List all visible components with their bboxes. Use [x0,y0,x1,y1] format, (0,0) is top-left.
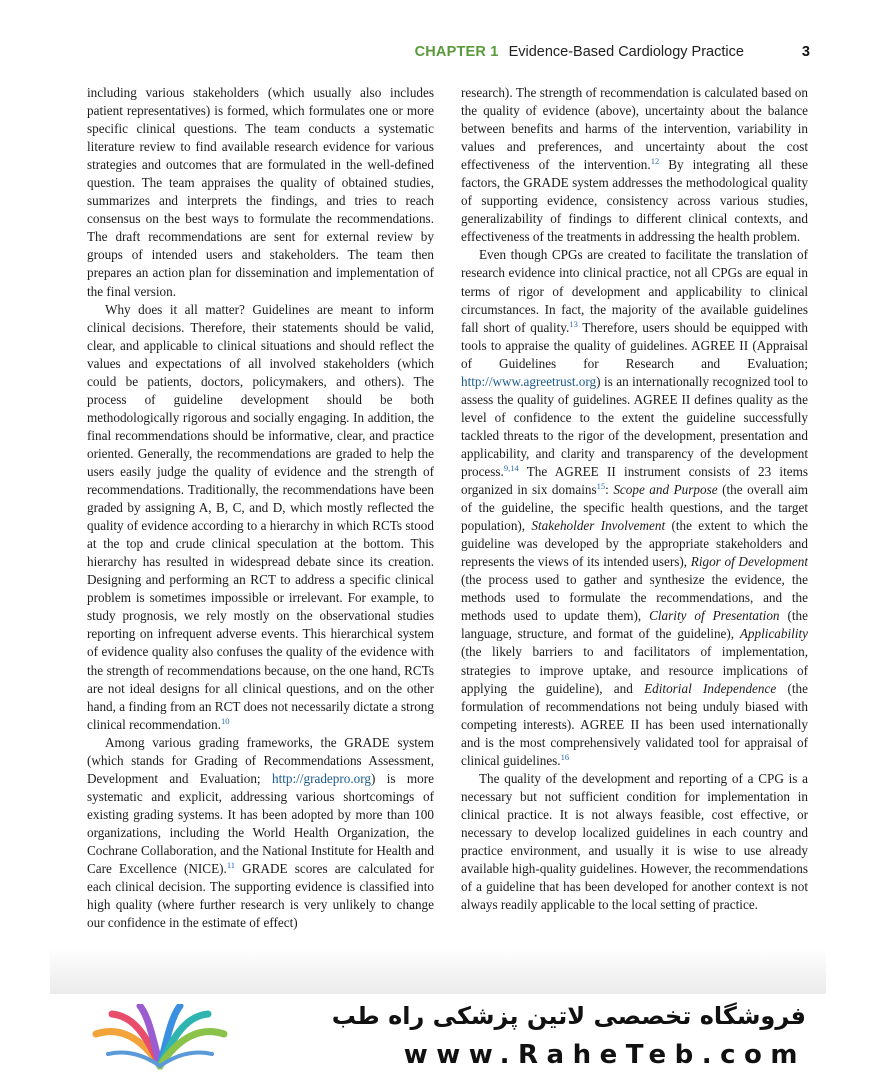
shop-url[interactable]: www.RaheTeb.com [403,1040,806,1070]
agreetrust-link[interactable]: http://www.agreetrust.org [461,373,597,389]
watermark-banner [50,994,826,1080]
citation[interactable]: 16 [560,751,570,762]
page-bottom-shadow [50,948,826,996]
book-logo-icon [90,1004,230,1078]
chapter-title: Evidence-Based Cardiology Practice [508,44,744,60]
paragraph: including various stakeholders (which usually also includes patient representatives) is formed, which formulates one or more specific clinical questions. The team conducts a systematic literature review to find available research evidence for various strategies and outcomes that are formulated in the well-defined question. The team appraises the quality of obtained studies, summarizes and interprets the findings, and tries to reach consensus on the best ways to formulate the recommendations. The draft recommendations are sent for external review by groups of intended users and stakeholders. The team then prepares an action plan for dissemination and implementation of the final version. [87,85,434,299]
left-column [87,84,434,994]
chapter-label: CHAPTER 1 [414,44,499,60]
domain-name: Editorial Independence [644,680,777,696]
shop-name: فروشگاه تخصصی لاتین پزشکی راه طب [331,1002,806,1030]
domain-name: Clarity of Presentation [649,608,780,624]
gradepro-link[interactable]: http://gradepro.org [271,770,371,786]
citation[interactable]: 12 [650,156,660,167]
citation[interactable]: 13 [569,318,578,329]
citation[interactable]: 10 [221,715,230,726]
right-column [461,84,808,994]
citation[interactable]: 9,14 [503,462,519,473]
citation[interactable]: 15 [596,481,606,492]
page-number: 3 [801,44,810,60]
domain-name: Applicability [739,626,808,642]
running-head [415,44,810,64]
domain-name: Scope and Purpose [613,482,718,498]
paragraph: Even though CPGs are created to facilitate the translation of research evidence into clinical practice, not all CPGs are equal in terms of rigor of development and applicability to clinical circumstances. In fact, the majority of the available guidelines fall short of quality.$^{13}$ Therefore, users should be equipped with tools to appraise the quality of guidelines. AGREE II (Appraisal of Guidelines for Research and Evaluation; http://www.agreetrust.org) is an internationally recognized tool to assess the quality of guidelines. AGREE II defines quality as the level of confidence to the extent the guideline successfully tackled threats to the rigor of the development, presentation and applicability, and clarity and transparency of the development process.$^{9,14}$ The AGREE II instrument consists of 23 items organized in six domains$^{15}$: Scope and Purpose (the overall aim of the guideline, the specific health questions, and the target population), Stakeholder Involvement (the extent to which the guideline was developed by the appropriate stakeholders and represents the views of its intended users), Rigor of Development (the process used to gather and synthesize the evidence, the methods used to formulate the recommendations, and the methods used to update them), Clarity of Presentation (the language, structure, and format of the guideline), Applicability (the likely barriers to and facilitators of implementation, strategies to improve uptake, and resource implications of applying the guideline), and Editorial Independence (the formulation of recommendations not being unduly biased with competing interests). AGREE II has been used internationally and is the most comprehensively validated tool for appraisal of clinical guidelines.$^{16}$ [461,247,808,768]
domain-name: Rigor of Development [690,554,808,570]
paragraph: research). The strength of recommendation is calculated based on the quality of evidence (above), uncertainty about the balance between benefits and harms of the intervention, variability in values and preferences, and uncertainty about the cost effectiveness of the intervention.$^{12}$ By integrating all these factors, the GRADE system addresses the methodological quality of supporting evidence, consistency across various studies, generalizability of findings to different clinical contexts, and effectiveness of the treatments in addressing the health problem. [461,85,808,245]
paragraph: The quality of the development and reporting of a CPG is a necessary but not sufficient condition for implementation in clinical practice. It is not always feasible, cost effective, or necessary to develop localized guidelines in each country and practice environment, and usually it is wise to use already available high-quality guidelines. However, the recommendations of a guideline that has been developed for another context is not always readily applicable to the local setting of practice. [461,770,808,913]
domain-name: Stakeholder Involvement [531,518,666,534]
paragraph: Among various grading frameworks, the GRADE system (which stands for Grading of Recommendations Assessment, Development and Evaluation; http://gradepro.org) is more systematic and explicit, addressing various shortcomings of existing grading systems. It has been adopted by more than 100 organizations, including the World Health Organization, the Cochrane Collaboration, and the National Institute for Health and Care Excellence (NICE).$^{11}$ GRADE scores are calculated for each clinical decision. The supporting evidence is classified into high quality (where further research is very unlikely to change our confidence in the estimate of effect) [87,734,434,931]
paragraph: Why does it all matter? Guidelines are meant to inform clinical decisions. Therefore, their statements should be valid, clear, and applicable to clinical situations and should reflect the values and expectations of all involved stakeholders (which could be patients, doctors, policymakers, and others). The process of guideline development should be both methodologically rigorous and socially engaging. In addition, the final recommendations should be informative, clear, and practice oriented. Generally, the recommendations are graded to help the users easily judge the quality of evidence and the strength of recommendations. Traditionally, the recommendations have been graded by assigning A, B, C, and D, which mostly reflected the quality of evidence according to a hierarchy in which RCTs stood at the top and crude clinical speculation at the bottom. This hierarchy has resulted in widespread debate since its creation. Designing and performing an RCT to address a specific clinical problem is sometimes impossible or irrelevant. For example, to study prognosis, we rely mostly on the observational studies reporting on infrequent adverse events. This hierarchical system of evidence quality also confuses the quality of the evidence with the strength of recommendations because, on the one hand, RCTs are not ideal designs for all clinical questions, and on the other hand, a finding from an RCT does not necessarily dictate a strong clinical recommendation.$^{10}$ [87,301,434,732]
citation[interactable]: 11 [226,860,236,871]
